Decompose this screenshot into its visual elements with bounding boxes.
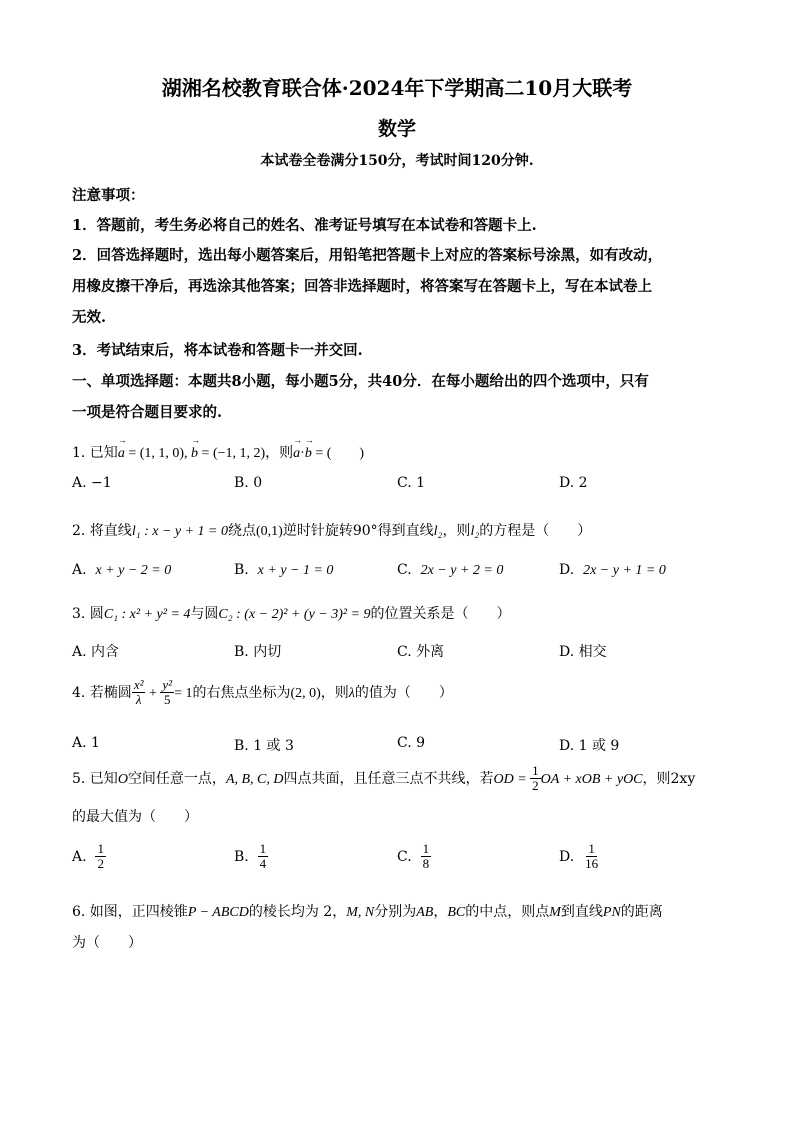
question-6-line-2: 为（ ） [72, 935, 142, 951]
q5-option-b: B. $\frac{1}{4}$ [234, 841, 267, 872]
subject-title: 数学 [377, 118, 416, 140]
q1-option-b: B. 0 [234, 475, 263, 491]
question-2: 2. 将直线l₁ : x − y + 1 = 0绕点(0,1)逆时针旋转90°得到直线l₂，则l₂的方程是（ ） [72, 523, 592, 539]
question-6: 6. 如图，正四棱锥P − ABCD的棱长均为 2，M, N分别为AB，BC的中点，则点M到直线PN的距离 [72, 904, 663, 920]
q1-option-a: A. −1 [72, 475, 112, 491]
q4-option-a: A. 1 [72, 735, 100, 751]
q2-option-b: B. x + y − 1 = 0 [234, 562, 334, 578]
section-1-line-2: 一项是符合题目要求的. [72, 404, 223, 421]
q1-option-d: D. 2 [559, 475, 588, 491]
note-2-line-1: 2．回答选择题时，选出每小题答案后，用铅笔把答题卡上对应的答案标号涂黑，如有改动， [72, 247, 663, 264]
half-fraction: $\frac{1}{2}$ [532, 763, 539, 794]
section-1-line-1: 一、单项选择题：本题共8小题，每小题5分，共40分．在每小题给出的四个选项中，只有 [72, 373, 649, 390]
q2-option-d: D. 2x − y + 1 = 0 [559, 562, 666, 578]
q4-option-b: B. 1 或 3 [234, 738, 294, 754]
q4-option-d: D. 1 或 9 [559, 738, 620, 754]
q5-option-c: C. $\frac{1}{8}$ [397, 841, 430, 872]
vector-b: → b [191, 446, 198, 462]
q2-option-c: C. 2x − y + 2 = 0 [397, 562, 504, 578]
q2-option-a: A. x + y − 2 = 0 [72, 562, 172, 578]
score-time-line: 本试卷全卷满分150分，考试时间120分钟. [260, 153, 534, 169]
question-4: 4. 若椭圆 $\frac{\text{x²}}{\lambda}$ + $\frac{\text{y²}}{5}$ = 1的右焦点坐标为(2, 0)，则λ的值为（ ） [72, 677, 453, 708]
note-2-line-2: 用橡皮擦干净后，再选涂其他答案；回答非选择题时，将答案写在答题卡上，写在本试卷上 [72, 278, 652, 295]
q1-option-c: C. 1 [397, 475, 426, 491]
q4-option-c: C. 9 [397, 735, 426, 751]
exam-title: 湖湘名校教育联合体·2024年下学期高二10月大联考 [161, 76, 633, 100]
question-5: 5. 已知O空间任意一点，A, B, C, D四点共面，且任意三点不共线，若OD = $\frac{1}{2}$ OA + xOB + yOC，则2xy [72, 763, 696, 794]
note-2-line-3: 无效. [72, 309, 107, 326]
q3-option-b: B. 内切 [234, 644, 282, 660]
ellipse-x-fraction: $\frac{\text{x²}}{\lambda}$ [133, 677, 144, 708]
q3-option-d: D. 相交 [559, 644, 607, 660]
q5-option-d: D. $\frac{1}{16}$ [559, 841, 599, 872]
q3-option-c: C. 外离 [397, 644, 445, 660]
q3-option-a: A. 内含 [72, 644, 120, 660]
question-1: 1. 已知→ a = (1, 1, 0), → b = (−1, 1, 2)，则→ a·→ b = ( ) [72, 442, 364, 462]
vector-a: → a [118, 446, 125, 462]
notes-heading: 注意事项： [72, 187, 145, 204]
note-1: 1．答题前，考生务必将自己的姓名、准考证号填写在本试卷和答题卡上. [72, 217, 537, 234]
ellipse-y-fraction: $\frac{\text{y²}}{5}$ [162, 677, 173, 708]
question-3: 3. 圆C₁ : x² + y² = 4与圆C₂ : (x − 2)² + (y − 3)² = 9的位置关系是（ ） [72, 606, 511, 622]
question-5-line-2: 的最大值为（ ） [72, 809, 198, 825]
q5-option-a: A. $\frac{1}{2}$ [72, 841, 104, 872]
note-3: 3．考试结束后，将本试卷和答题卡一并交回. [72, 342, 363, 359]
